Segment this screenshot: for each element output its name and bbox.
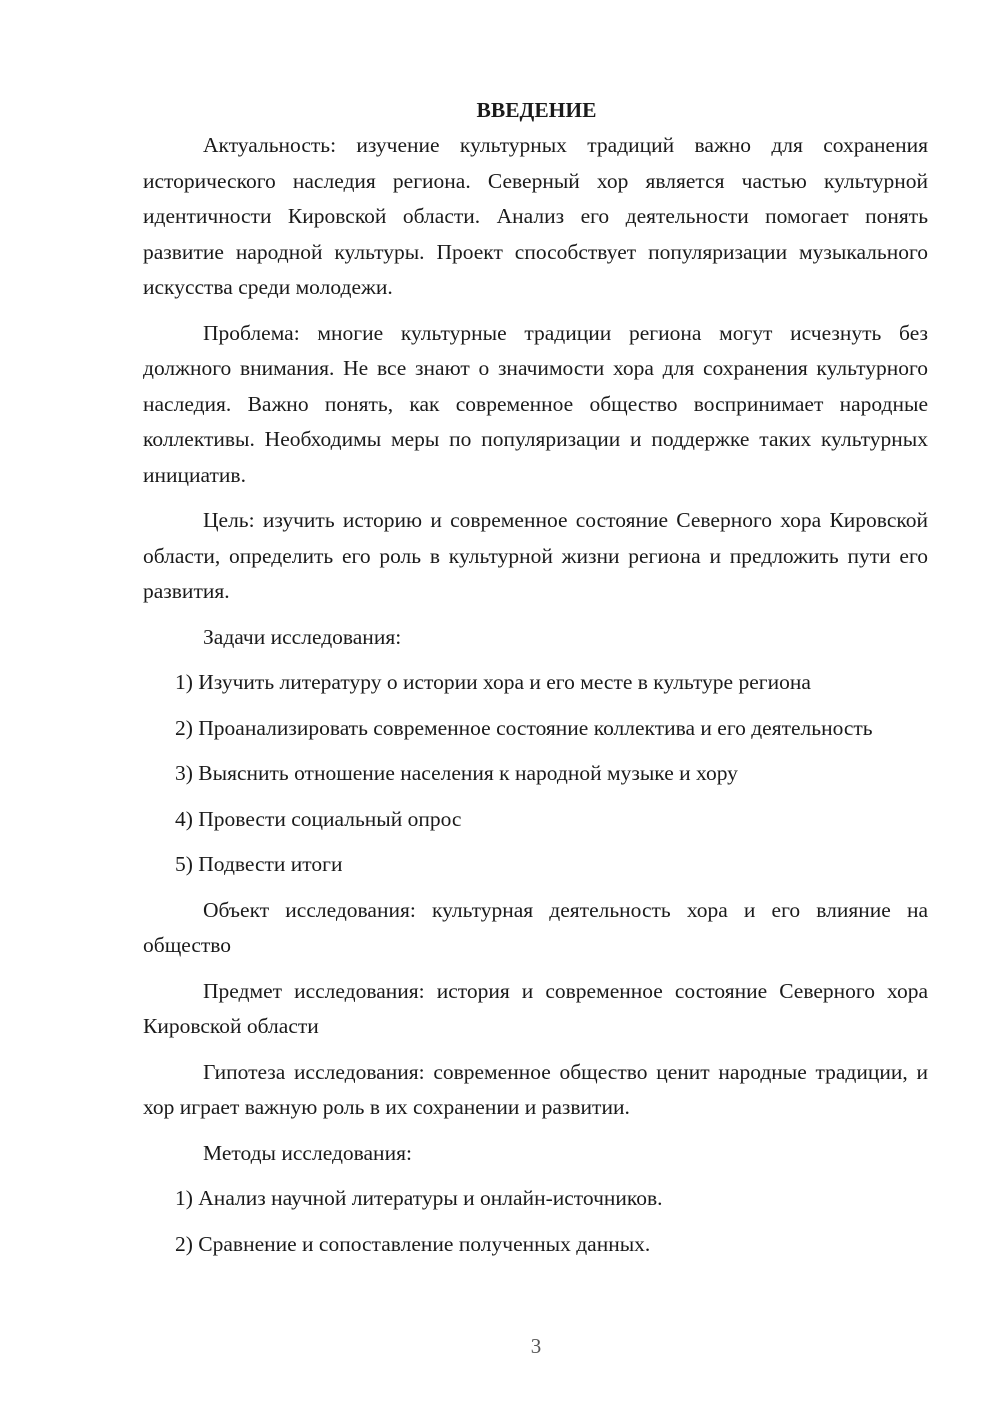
relevance-paragraph: Актуальность: изучение культурных традиций важно для сохранения исторического наследия региона. Северный хор является частью культурной идентичности Кировской области. Анализ его деятельности помогает понять развитие народной культуры. Проект способствует популяризации музыкального искусства среди молодежи. bbox=[143, 133, 928, 299]
page-number: 3 bbox=[530, 1334, 542, 1358]
task-item-3: 3) Выяснить отношение населения к народной музыке и хору bbox=[175, 761, 738, 785]
task-item-5: 5) Подвести итоги bbox=[175, 852, 343, 876]
methods-heading: Методы исследования: bbox=[203, 1140, 412, 1165]
task-item-4: 4) Провести социальный опрос bbox=[175, 806, 462, 831]
goal-paragraph: Цель: изучить историю и современное состояние Северного хора Кировской области, определить его роль в культурной жизни региона и предложить пути его развития. bbox=[143, 508, 928, 603]
method-item-2: 2) Сравнение и сопоставление полученных данных. bbox=[175, 1231, 651, 1256]
document-page bbox=[143, 92, 928, 1262]
object-paragraph: Объект исследования: культурная деятельность хора и его влияние на общество bbox=[143, 897, 928, 957]
problem-paragraph: Проблема: многие культурные традиции региона могут исчезнуть без должного внимания. Не все знают о значимости хора для сохранения культурного наследия. Важно понять, как современное общество воспринимает народные коллективы. Необходимы меры по популяризации и поддержке таких культурных инициатив. bbox=[143, 320, 928, 487]
page-title: ВВЕДЕНИЕ bbox=[476, 98, 597, 122]
task-item-2: 2) Проанализировать современное состояние коллектива и его деятельность bbox=[175, 715, 873, 740]
task-item-1: 1) Изучить литературу о истории хора и его месте в культуре региона bbox=[175, 670, 811, 694]
subject-paragraph: Предмет исследования: история и современное состояние Северного хора Кировской области bbox=[143, 978, 928, 1038]
hypothesis-paragraph: Гипотеза исследования: современное общество ценит народные традиции, и хор играет важную роль в их сохранении и развитии. bbox=[143, 1059, 928, 1119]
tasks-heading: Задачи исследования: bbox=[203, 624, 402, 649]
method-item-1: 1) Анализ научной литературы и онлайн-источников. bbox=[175, 1186, 663, 1210]
